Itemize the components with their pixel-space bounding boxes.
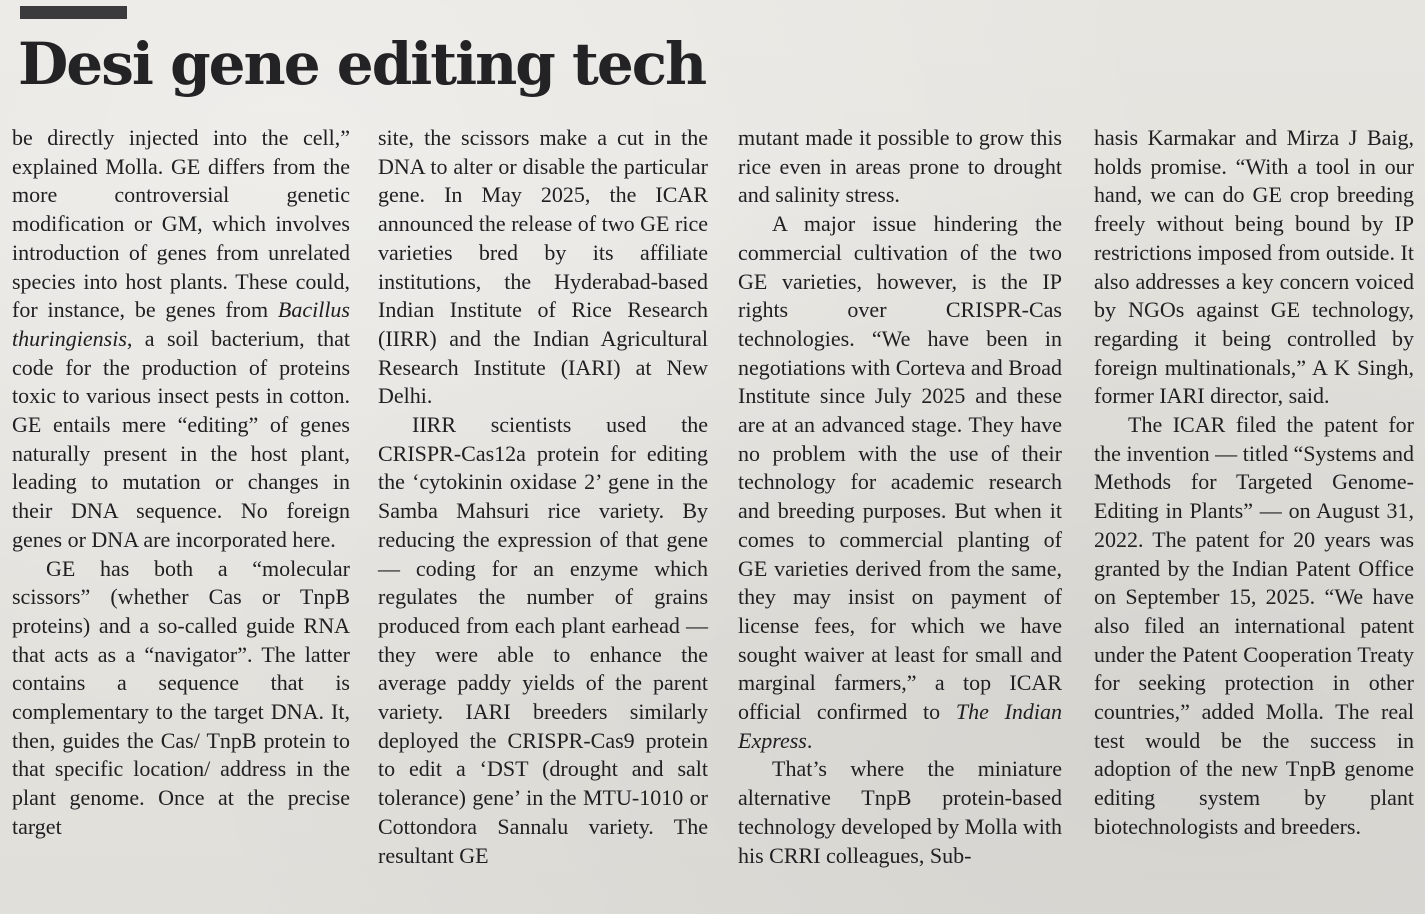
text-run: . xyxy=(806,727,813,753)
italic-text: The Indian Express xyxy=(738,699,1062,753)
text-run: A major issue hindering the commercial cultivation of the two GE varieties, however, is the IP rights over CRISPR-Cas technologies. “We have been in negotiations with Corteva and Broad Institute since July 2025 and these are at an advanced stage. They have no problem with the use of their technology for academic research and breeding purposes. But when it comes to commercial planting of GE varieties derived from the same, they may insist on payment of license fees, for which we have sought waiver at least for small and marginal farmers,” a top ICAR official confirmed to xyxy=(738,211,1062,725)
text-column-4 xyxy=(1094,124,1414,842)
paragraph xyxy=(1094,411,1414,842)
text-run: mutant made it possible to grow this rice even in areas prone to drought and salinity stress. xyxy=(738,125,1062,208)
text-run: That’s where the miniature alternative TnpB protein-based technology developed by Molla with his CRRI colleagues, Sub- xyxy=(738,756,1062,868)
text-run: IIRR scientists used the CRISPR-Cas12a protein for editing the ‘cytokinin oxidase 2’ gene in the Samba Mahsuri rice variety. By reducing the expression of that gene — coding for an enzyme which regulates the number of grains produced from each plant earhead — they were able to enhance the average paddy yields of the parent variety. IARI breeders similarly deployed the CRISPR-Cas9 protein to edit a ‘DST (drought and salt tolerance) gene’ in the MTU-1010 or Cottondora Sannalu variety. The resultant GE xyxy=(378,412,708,868)
text-run: site, the scissors make a cut in the DNA to alter or disable the particular gene. In May 2025, the ICAR announced the release of two GE rice varieties bred by its affiliate institutions, the Hyderabad-based Indian Institute of Rice Research (IIRR) and the Indian Agricultural Research Institute (IARI) at New Delhi. xyxy=(378,125,708,409)
headline: Desi gene editing tech xyxy=(18,30,706,98)
paragraph xyxy=(738,124,1062,210)
paragraph xyxy=(738,210,1062,755)
paragraph xyxy=(12,555,350,842)
text-column-1 xyxy=(12,124,350,842)
text-column-2 xyxy=(378,124,708,870)
paragraph xyxy=(738,755,1062,870)
text-run: hasis Karmakar and Mirza J Baig, holds promise. “With a tool in our hand, we can do GE crop breeding freely without being bound by IP restrictions imposed from outside. It also addresses a key concern voiced by NGOs against GE technology, regarding it being controlled by foreign multinationals,” A K Singh, former IARI director, said. xyxy=(1094,125,1414,409)
text-run: be directly injected into the cell,” explained Molla. GE differs from the more controversial genetic modification or GM, which involves introduction of genes from unrelated species into host plants. These could, for instance, be genes from xyxy=(12,125,350,323)
italic-text: Bacillus thuringiensis xyxy=(12,297,350,351)
text-run: The ICAR filed the patent for the invention — titled “Systems and Methods for Targeted Genome-Editing in Plants” — on August 31, 2022. The patent for 20 years was granted by the Indian Patent Office on September 15, 2025. “We have also filed an international patent under the Patent Cooperation Treaty for seeking protection in other countries,” added Molla. The real test would be the success in adoption of the new TnpB genome editing system by plant biotechnologists and breeders. xyxy=(1094,412,1414,839)
text-run: , a soil bacterium, that code for the production of proteins toxic to various insect pests in cotton. GE entails mere “editing” of genes naturally present in the host plant, leading to mutation or changes in their DNA sequence. No foreign genes or DNA are incorporated here. xyxy=(12,325,350,552)
paragraph xyxy=(12,124,350,555)
text-run: GE has both a “molecular scissors” (whether Cas or TnpB proteins) and a so-called guide RNA that acts as a “navigator”. The latter contains a sequence that is complementary to the target DNA. It, then, guides the Cas/ TnpB protein to that specific location/ address in the plant genome. Once at the precise target xyxy=(12,555,350,839)
section-kicker-bar xyxy=(20,6,127,19)
text-column-3 xyxy=(738,124,1062,870)
paragraph xyxy=(1094,124,1414,411)
paragraph xyxy=(378,411,708,870)
paragraph xyxy=(378,124,708,411)
